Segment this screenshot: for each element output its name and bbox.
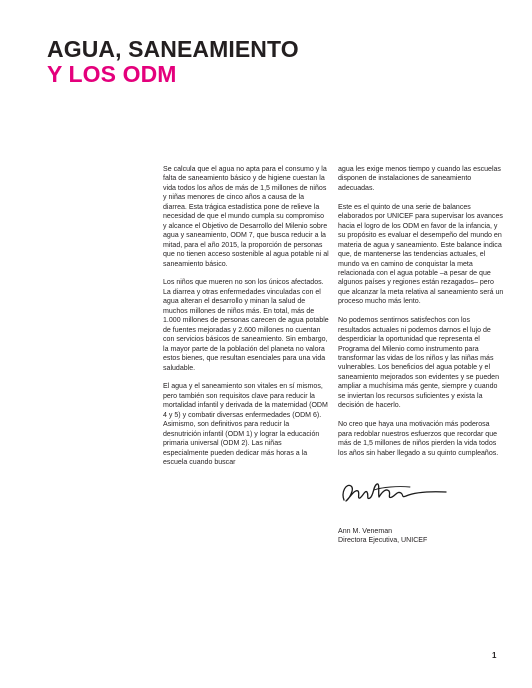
page-title: [47, 37, 299, 87]
body-column-right: [338, 165, 504, 467]
title-line-2: Y LOS ODM: [47, 61, 177, 87]
signer-role: Directora Ejecutiva, UNICEF: [338, 537, 428, 545]
paragraph: agua les exige menos tiempo y cuando las escuelas disponen de instalaciones de saneamiento adecuadas.: [338, 166, 501, 192]
paragraph: El agua y el saneamiento son vitales en sí mismos, pero también son requisitos clave para reducir la mortalidad infantil y derivada de la maternidad (ODM 4 y 5) y combatir diversas enfermedades (ODM 6). Asimismo, son definitivos para reducir la desnutrición infantil (ODM 1) y lograr la educación primaria universal (ODM 2). Las niñas especialmente pueden dedicar más horas a la escuela cuando buscar: [163, 383, 328, 467]
body-column-left: [163, 165, 329, 477]
title-line-1: AGUA, SANEAMIENTO: [47, 36, 299, 62]
paragraph: Los niños que mueren no son los únicos afectados. La diarrea y otras enfermedades vinculadas con el agua alteran el desarrollo y minan la salud de muchos millones de niños más. En total, más de 1.000 millones de personas carecen de agua potable de fuentes mejoradas y 2.600 millones no cuentan con servicios básicos de saneamiento. Sin embargo, la mayor parte de la población del planeta no valora estos bienes, que resultan esenciales para una vida saludable.: [163, 279, 329, 372]
page-number: 1: [492, 651, 497, 660]
paragraph: No creo que haya una motivación más poderosa para redoblar nuestros esfuerzos que recordar que más de 1,5 millones de niños pierden la vida todos los años sin haber llegado a su quinto cumpleaños.: [338, 421, 499, 457]
signer-name: Ann M. Veneman: [338, 528, 393, 535]
paragraph: Este es el quinto de una serie de balances elaborados por UNICEF para supervisar los avances hacia el logro de los ODM en favor de la infancia, y su propósito es evaluar el desempeño del mundo en materia de agua y saneamiento. Este balance indica que, de mantenerse las tendencias actuales, el mundo va en camino de conquistar la meta relacionada con el agua potable –a pesar de que algunos países y regiones están rezagados– pero que alcanzar la meta relativa al saneamiento será un proceso mucho más lento.: [338, 203, 504, 306]
signature-image: [338, 474, 450, 510]
paragraph: No podemos sentirnos satisfechos con los resultados actuales ni podemos darnos el lujo de desperdiciar la oportunidad que representa el Programa del Milenio como instrumento para transformar las vidas de los niños y las niñas más vulnerables. Los beneficios del agua potable y el saneamiento mejorados son evidentes y se pueden ampliar a muchísima más gente, siempre y cuando se inviertan los recursos suficientes y exista la decisión de hacerlo.: [338, 317, 500, 410]
signer-block: [338, 527, 508, 546]
paragraph: Se calcula que el agua no apta para el consumo y la falta de saneamiento básico y de higiene cuestan la vida todos los años de más de 1,5 millones de niños y niñas menores de cinco años a causa de la diarrea. Esta trágica estadística pone de relieve la necesidad de que el mundo cumpla su compromiso y alcance el Objetivo de Desarrollo del Milenio sobre agua y saneamiento, ODM 7, que busca reducir a la mitad, para el año 2015, la proporción de personas que no tienen acceso sostenible al agua potable ni al saneamiento básico.: [163, 166, 329, 268]
